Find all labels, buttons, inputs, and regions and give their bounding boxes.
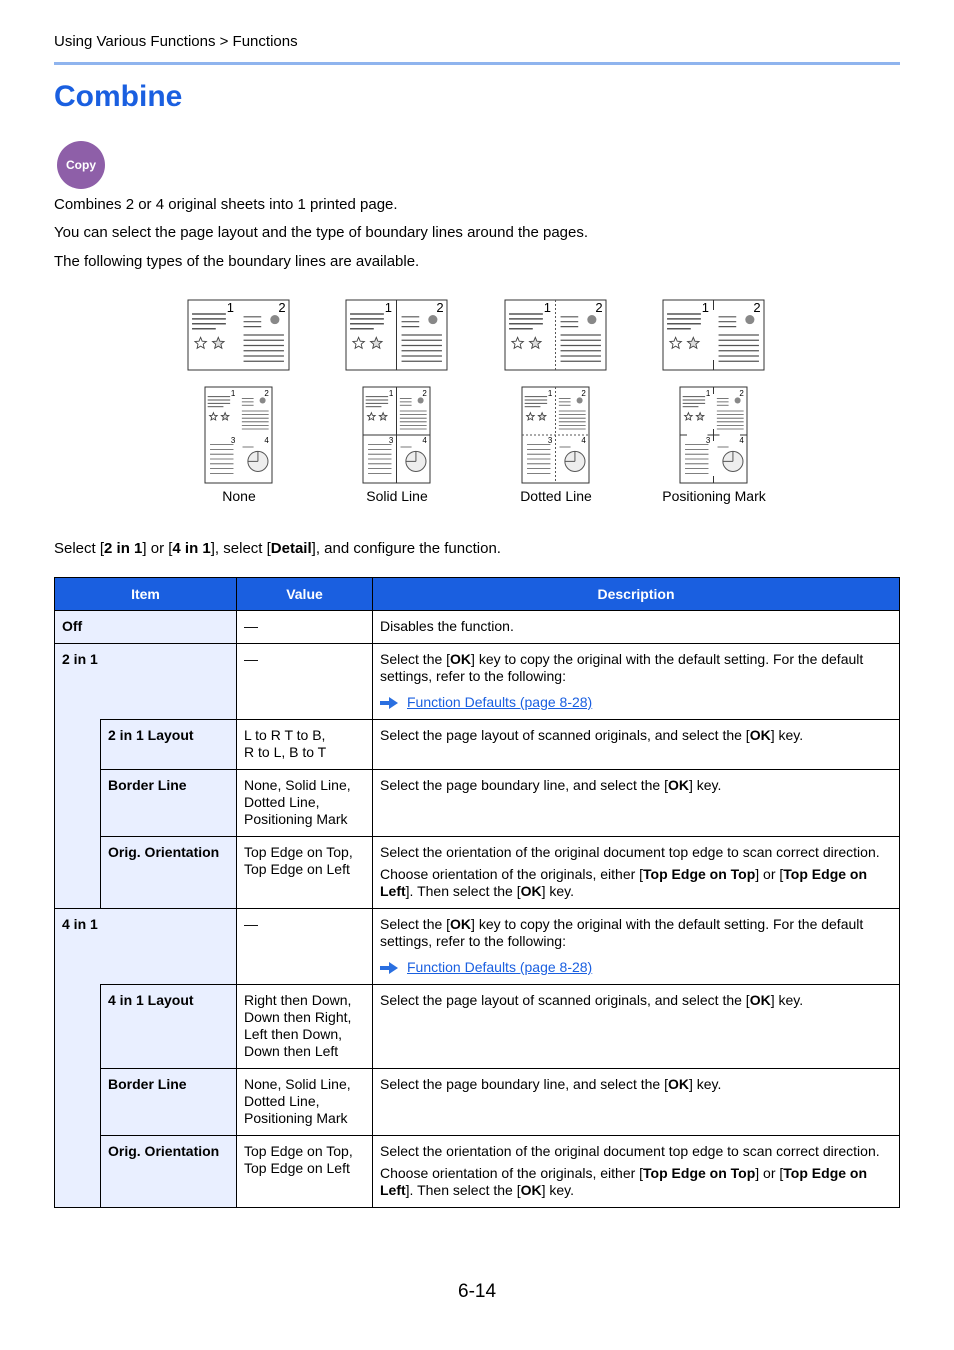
figure-none-illustration	[169, 298, 309, 484]
table-row	[55, 985, 900, 1069]
figure-solid-line-illustration	[327, 298, 467, 484]
table-row	[55, 837, 900, 909]
description-cell: Select the orientation of the original document top edge to scan correct direction. Choose orientation of the originals, either [Top Edge on Top] or [Top Edge on Left]. Then select the [OK] key.	[373, 837, 900, 909]
svg-text:4: 4	[581, 436, 586, 445]
value-cell: —	[237, 909, 373, 985]
description-cell: Select the page boundary line, and select the [OK] key.	[373, 770, 900, 837]
function-defaults-link[interactable]: Function Defaults (page 8-28)	[380, 694, 892, 711]
svg-text:3: 3	[388, 436, 394, 445]
svg-text:2: 2	[581, 389, 586, 398]
table-row	[55, 1136, 900, 1208]
svg-text:1: 1	[705, 389, 711, 398]
item-cell: Orig. Orientation	[101, 837, 237, 909]
description-cell: Disables the function.	[373, 611, 900, 644]
value-cell: Top Edge on Top, Top Edge on Left	[237, 1136, 373, 1208]
copy-badge: Copy	[57, 141, 105, 189]
header-rule	[54, 62, 900, 65]
table-row	[55, 611, 900, 644]
page-title: Combine	[54, 80, 183, 113]
svg-text:2: 2	[739, 389, 744, 398]
description-cell: Select the [OK] key to copy the original with the default setting. For the default settings, refer to the following: Function Defaults (page 8-28)	[373, 644, 900, 720]
value-cell: —	[237, 611, 373, 644]
svg-text:2: 2	[264, 389, 269, 398]
svg-text:1: 1	[384, 300, 393, 315]
intro-line-3: The following types of the boundary lines are available.	[54, 253, 420, 270]
svg-text:2: 2	[753, 300, 761, 315]
header-item: Item	[55, 578, 237, 611]
table-row	[55, 1069, 900, 1136]
settings-table	[54, 577, 900, 1208]
intro-line-1: Combines 2 or 4 original sheets into 1 printed page.	[54, 196, 398, 213]
svg-text:2: 2	[422, 389, 427, 398]
table-row	[55, 909, 900, 985]
item-cell: 4 in 1	[55, 909, 237, 985]
svg-text:4: 4	[422, 436, 427, 445]
figure-dotted-line-illustration	[486, 298, 626, 484]
description-cell: Select the page boundary line, and select the [OK] key.	[373, 1069, 900, 1136]
group-spacer	[55, 720, 101, 909]
function-defaults-link[interactable]: Function Defaults (page 8-28)	[380, 959, 892, 976]
header-value: Value	[237, 578, 373, 611]
svg-text:1: 1	[701, 300, 710, 315]
svg-text:4: 4	[264, 436, 269, 445]
svg-text:4: 4	[739, 436, 744, 445]
boundary-line-figures	[0, 298, 954, 508]
page-number: 6-14	[458, 1281, 497, 1302]
figure-positioning-mark-illustration	[644, 298, 784, 484]
svg-text:2: 2	[436, 300, 444, 315]
description-cell: Select the page layout of scanned originals, and select the [OK] key.	[373, 720, 900, 770]
value-cell: None, Solid Line, Dotted Line, Positioning Mark	[237, 770, 373, 837]
item-cell: Orig. Orientation	[101, 1136, 237, 1208]
item-cell: 2 in 1	[55, 644, 237, 720]
svg-text:1: 1	[388, 389, 394, 398]
table-header-row	[55, 578, 900, 611]
table-row	[55, 720, 900, 770]
item-cell: 2 in 1 Layout	[101, 720, 237, 770]
table-row	[55, 770, 900, 837]
value-cell: None, Solid Line, Dotted Line, Positioning Mark	[237, 1069, 373, 1136]
value-cell: Top Edge on Top, Top Edge on Left	[237, 837, 373, 909]
description-cell: Select the [OK] key to copy the original with the default setting. For the default settings, refer to the following: Function Defaults (page 8-28)	[373, 909, 900, 985]
figure-dotted-line	[486, 298, 626, 504]
svg-text:3: 3	[705, 436, 711, 445]
svg-text:2: 2	[278, 300, 286, 315]
svg-text:2: 2	[595, 300, 603, 315]
figure-caption: Positioning Mark	[662, 488, 766, 504]
description-cell: Select the page layout of scanned originals, and select the [OK] key.	[373, 985, 900, 1069]
header-description: Description	[373, 578, 900, 611]
svg-text:1: 1	[226, 300, 235, 315]
item-cell: 4 in 1 Layout	[101, 985, 237, 1069]
figure-caption: None	[222, 488, 256, 504]
instruction-text: Select [2 in 1] or [4 in 1], select [Detail], and configure the function.	[54, 540, 501, 557]
description-cell: Select the orientation of the original document top edge to scan correct direction. Choose orientation of the originals, either [Top Edge on Top] or [Top Edge on Left]. Then select the [OK] key.	[373, 1136, 900, 1208]
svg-text:1: 1	[547, 389, 553, 398]
value-cell: —	[237, 644, 373, 720]
table-row	[55, 644, 900, 720]
breadcrumb: Using Various Functions > Functions	[54, 33, 298, 50]
figure-caption: Solid Line	[366, 488, 428, 504]
svg-text:3: 3	[547, 436, 553, 445]
figure-solid-line	[327, 298, 467, 504]
item-cell: Border Line	[101, 1069, 237, 1136]
svg-text:3: 3	[230, 436, 236, 445]
svg-text:1: 1	[543, 300, 552, 315]
svg-text:1: 1	[230, 389, 236, 398]
value-cell: L to R T to B, R to L, B to T	[237, 720, 373, 770]
item-cell: Border Line	[101, 770, 237, 837]
figure-caption: Dotted Line	[520, 488, 592, 504]
arrow-right-icon	[380, 962, 398, 974]
figure-none	[169, 298, 309, 504]
item-cell: Off	[55, 611, 237, 644]
group-spacer	[55, 985, 101, 1208]
figure-positioning-mark	[644, 298, 784, 504]
arrow-right-icon	[380, 697, 398, 709]
intro-line-2: You can select the page layout and the type of boundary lines around the pages.	[54, 224, 589, 241]
value-cell: Right then Down, Down then Right, Left then Down, Down then Left	[237, 985, 373, 1069]
